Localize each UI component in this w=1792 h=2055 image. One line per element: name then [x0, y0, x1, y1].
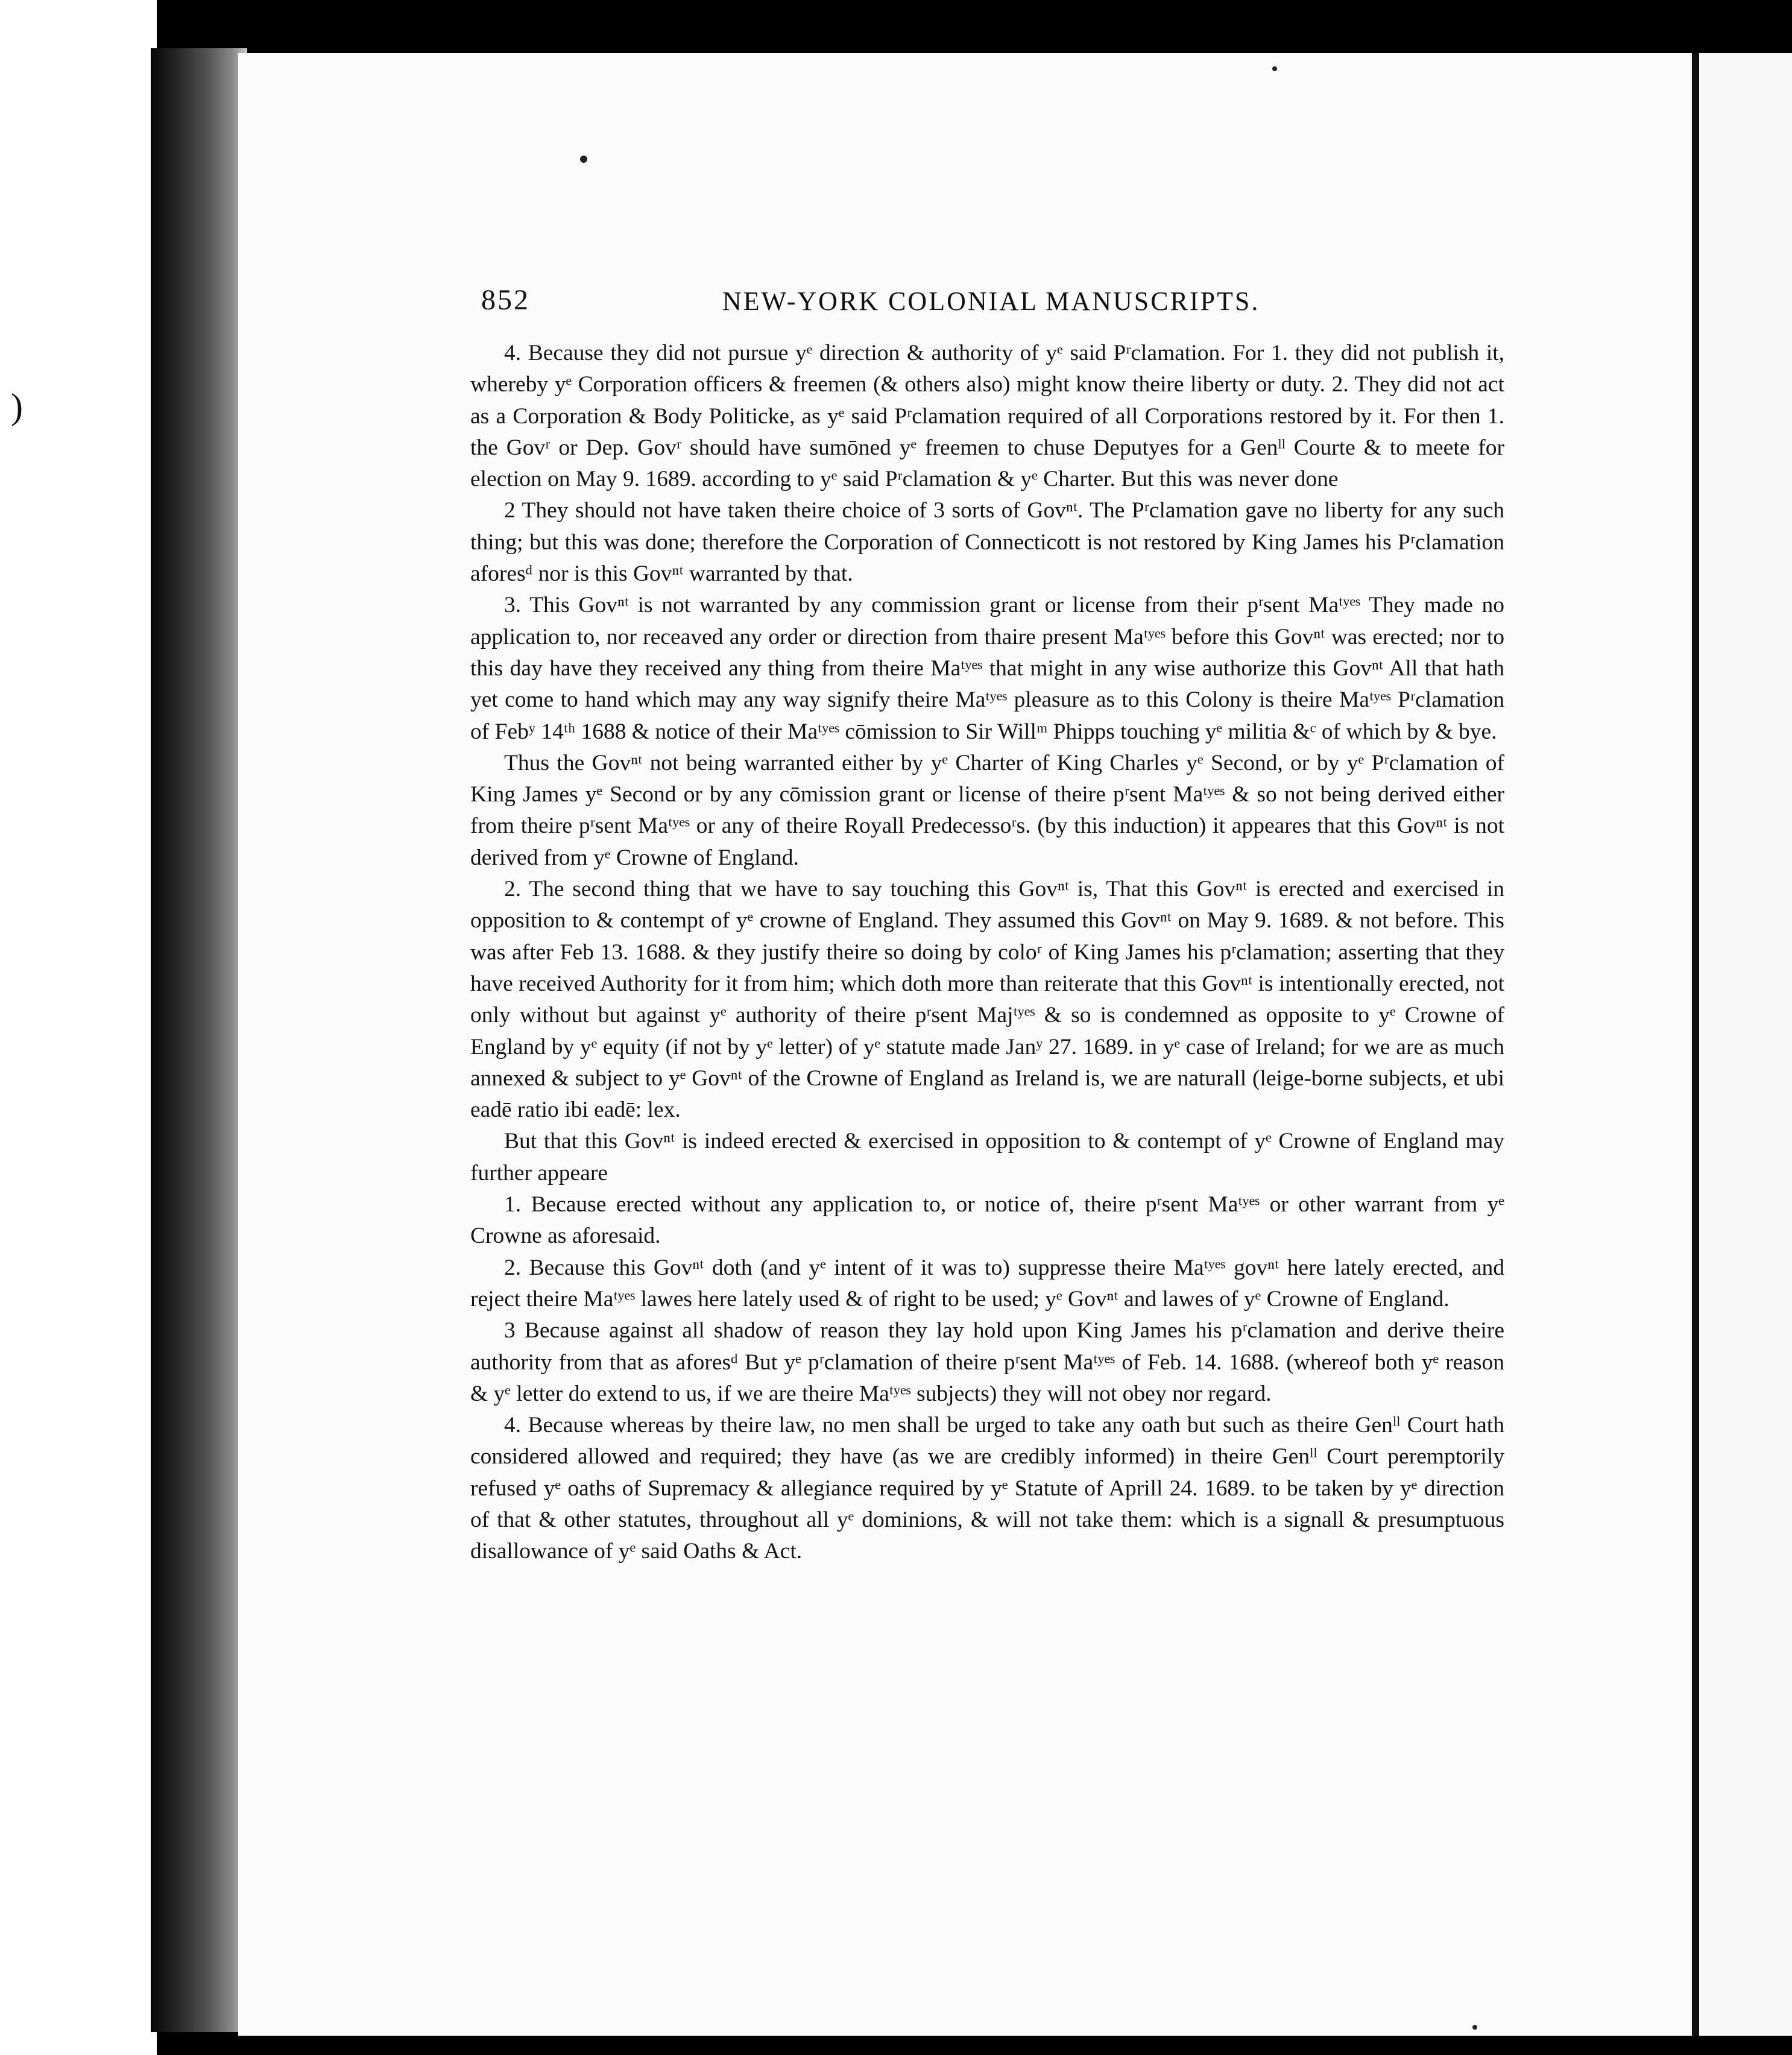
speck-dot: [1472, 2025, 1477, 2030]
paragraph: 2 They should not have taken theire choice of 3 sorts of Govⁿᵗ. The Pʳclamation gave no liberty for any such thing; but this was done; therefore the Corporation of Connecticott is not restored by King James his Pʳclamation aforesᵈ nor is this Govⁿᵗ warranted by that.: [470, 498, 1504, 587]
paragraph: 4. Because they did not pursue yᵉ direction & authority of yᵉ said Pʳclamation. For 1. they did not publish it, whereby yᵉ Corporation officers & freemen (& others also) might know theire liberty or duty. 2. They did not act as a Corporation & Body Politicke, as yᵉ said Pʳclamation required of all Corporations restored by it. For then 1. the Govʳ or Dep. Govʳ should have sumōned yᵉ freemen to chuse Deputyes for a Genˡˡ Courte & to meete for election on May 9. 1689. according to yᵉ said Pʳclamation & yᵉ Charter. But this was never done: [470, 341, 1504, 492]
margin-bracket-mark: ): [11, 387, 23, 426]
scanner-margin: [0, 0, 157, 2055]
page-header: [481, 283, 1506, 326]
paragraph: 1. Because erected without any application to, or notice of, theire pʳsent Maᵗʸᵉˢ or other warrant from yᵉ Crowne as aforesaid.: [470, 1192, 1504, 1249]
body-text: [470, 338, 1504, 1568]
paragraph: 2. The second thing that we have to say touching this Govⁿᵗ is, That this Govⁿᵗ is erected and exercised in opposition to & contempt of yᵉ crowne of England. They assumed this Govⁿᵗ on May 9. 1689. & not before. This was after Feb 13. 1688. & they justify theire so doing by coloʳ of King James his pʳclamation; asserting that they have received Authority for it from him; which doth more than reiterate that this Govⁿᵗ is intentionally erected, not only without but against yᵉ authority of theire pʳsent Majᵗʸᵉˢ & so is condemned as opposite to yᵉ Crowne of England by yᵉ equity (if not by yᵉ letter) of yᵉ statute made Janʸ 27. 1689. in yᵉ case of Ireland; for we are as much annexed & subject to yᵉ Govⁿᵗ of the Crowne of England as Ireland is, we are naturall (leige-borne subjects, et ubi eadē ratio ibi eadē: lex.: [470, 877, 1504, 1123]
paragraph: 3. This Govⁿᵗ is not warranted by any commission grant or license from their pʳsent Maᵗʸᵉˢ They made no application to, nor receaved any order or direction from thaire present Maᵗʸᵉˢ before this Govⁿᵗ was erected; nor to this day have they received any thing from theire Maᵗʸᵉˢ that might in any wise authorize this Govⁿᵗ All that hath yet come to hand which may any way signify theire Maᵗʸᵉˢ pleasure as to this Colony is theire Maᵗʸᵉˢ Pʳclamation of Febʸ 14ᵗʰ 1688 & notice of their Maᵗʸᵉˢ cōmission to Sir Willᵐ Phipps touching yᵉ militia &ᶜ of which by & bye.: [470, 593, 1504, 744]
paragraph: Thus the Govⁿᵗ not being warranted either by yᵉ Charter of King Charles yᵉ Second, or by yᵉ Pʳclamation of King James yᵉ Second or by any cōmission grant or license of theire pʳsent Maᵗʸᵉˢ & so not being derived either from theire pʳsent Maᵗʸᵉˢ or any of theire Royall Predecessoʳs. (by this induction) it appeares that this Govⁿᵗ is not derived from yᵉ Crowne of England.: [470, 750, 1504, 870]
book-edge: [151, 48, 247, 2032]
paragraph: 4. Because whereas by theire law, no men shall be urged to take any oath but such as theire Genˡˡ Court hath considered allowed and required; they have (as we are credibly informed) in theire Genˡˡ Court peremptorily refused yᵉ oaths of Supremacy & allegiance required by yᵉ Statute of Aprill 24. 1689. to be taken by yᵉ direction of that & other statutes, throughout all yᵉ dominions, & will not take them: which is a signall & presumptuous disallowance of yᵉ said Oaths & Act.: [470, 1413, 1504, 1564]
page-gutter: [1692, 53, 1699, 2036]
running-title: NEW-YORK COLONIAL MANUSCRIPTS.: [722, 286, 1260, 316]
facing-page: [1699, 53, 1792, 2036]
speck-dot: [580, 156, 587, 163]
speck-dot: [1272, 66, 1277, 71]
paragraph: 3 Because against all shadow of reason they lay hold upon King James his pʳclamation and derive theire authority from that as aforesᵈ But yᵉ pʳclamation of theire pʳsent Maᵗʸᵉˢ of Feb. 14. 1688. (whereof both yᵉ reason & yᵉ letter do extend to us, if we are theire Maᵗʸᵉˢ subjects) they will not obey nor regard.: [470, 1318, 1504, 1406]
paragraph: But that this Govⁿᵗ is indeed erected & exercised in opposition to & contempt of yᵉ Crowne of England may further appeare: [470, 1129, 1504, 1185]
page-number: 852: [481, 284, 530, 316]
paragraph: 2. Because this Govⁿᵗ doth (and yᵉ intent of it was to) suppresse theire Maᵗʸᵉˢ govⁿᵗ here lately erected, and reject theire Maᵗʸᵉˢ lawes here lately used & of right to be used; yᵉ Govⁿᵗ and lawes of yᵉ Crowne of England.: [470, 1255, 1504, 1312]
